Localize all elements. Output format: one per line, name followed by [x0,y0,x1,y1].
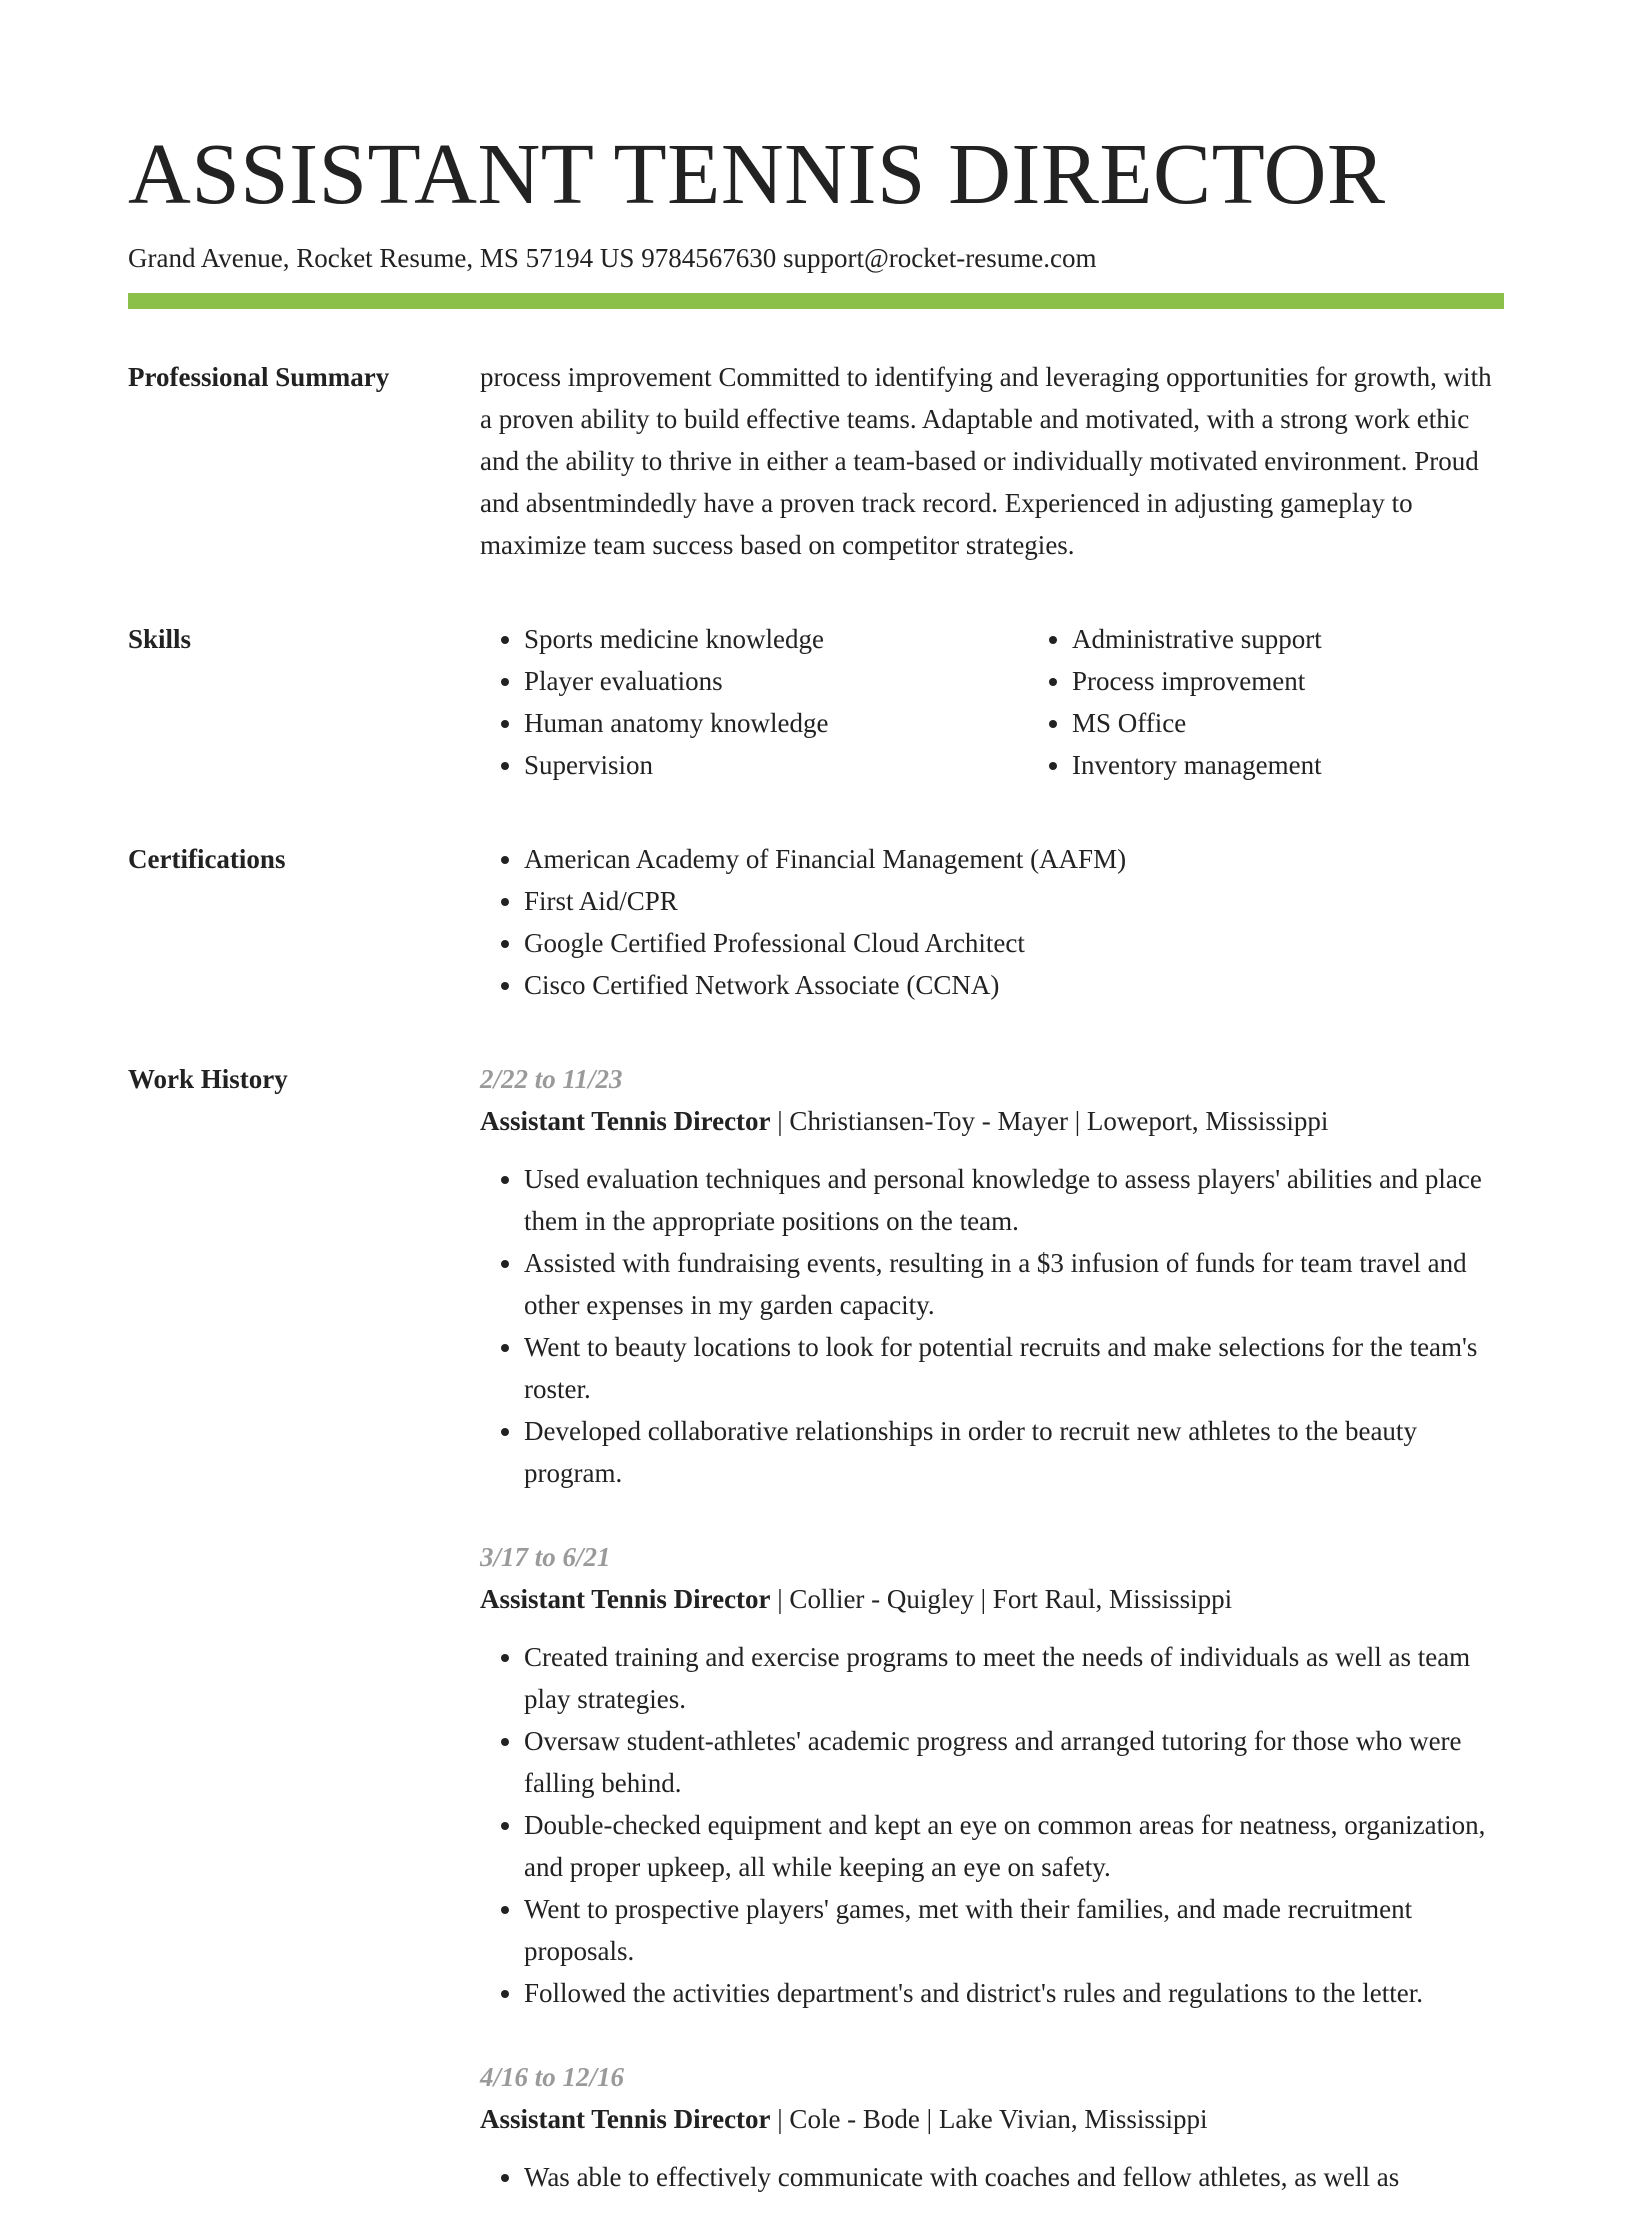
skills-section [128,618,1504,786]
job-bullets [480,1636,1504,2014]
job-bullet: • Went to prospective players' games, met with their families, and made recruitment proposals. [524,1888,1504,1972]
job-heading [480,1100,1504,1142]
section-label-work-history: Work History [128,1064,288,1095]
job-bullets [480,2156,1504,2198]
skills-column-2 [1028,618,1322,786]
summary-text: process improvement Committed to identifying and leveraging opportunities for growth, with a proven ability to build effective teams. Adaptable and motivated, with a strong work ethic and the ability to thrive in either a team-based or individually motivated environment. Proud and absentmindedly have a proven track record. Experienced in adjusting gameplay to maximize team success based on competitor strategies. [480,362,1492,561]
job-bullet: • Was able to effectively communicate with coaches and fellow athletes, as well as [524,2156,1504,2198]
job-details: | Cole - Bode | Lake Vivian, Mississippi [770,2104,1208,2135]
job-bullet: • Assisted with fundraising events, resulting in a $3 infusion of funds for team travel and other expenses in my garden capacity. [524,1242,1504,1326]
certification-item: • Cisco Certified Network Associate (CCNA) [524,964,1504,1006]
job-bullet: • Followed the activities department's and district's rules and regulations to the letter. [524,1972,1504,2014]
job-details: | Christiansen-Toy - Mayer | Loweport, Mississippi [770,1106,1329,1137]
job-dates: 4/16 to 12/16 [480,2062,625,2093]
work-history-section [128,1058,1504,2240]
job-bullet: • Went to beauty locations to look for potential recruits and make selections for the team's roster. [524,1326,1504,1410]
job-title: Assistant Tennis Director [480,1106,771,1137]
skill-item: • Sports medicine knowledge [524,618,1028,660]
job-entry [480,2056,1504,2198]
contact-line: Grand Avenue, Rocket Resume, MS 57194 US 9784567630 support@rocket-resume.com [128,243,1097,273]
section-label-summary: Professional Summary [128,362,390,393]
summary-section [128,356,1504,566]
job-dates: 3/17 to 6/21 [480,1542,611,1573]
skills-grid [480,618,1504,786]
skill-item: • Supervision [524,744,1028,786]
certifications-list [480,838,1504,1006]
resume-title: ASSISTANT TENNIS DIRECTOR [128,125,1386,222]
skills-column-1 [480,618,1028,786]
skill-item: • Inventory management [1072,744,1322,786]
accent-divider [128,293,1504,309]
job-bullets [480,1158,1504,1494]
skill-item: • Human anatomy knowledge [524,702,1028,744]
certifications-list-wrap [480,838,1504,1006]
skill-item: • Administrative support [1072,618,1322,660]
skill-item: • Process improvement [1072,660,1322,702]
job-bullet: • Developed collaborative relationships in order to recruit new athletes to the beauty program. [524,1410,1504,1494]
job-bullet: • Created training and exercise programs to meet the needs of individuals as well as team play strategies. [524,1636,1504,1720]
job-heading [480,2098,1504,2140]
section-label-certifications: Certifications [128,844,286,875]
job-title: Assistant Tennis Director [480,2104,771,2135]
job-bullet: • Used evaluation techniques and personal knowledge to assess players' abilities and place them in the appropriate positions on the team. [524,1158,1504,1242]
certification-item: • Google Certified Professional Cloud Architect [524,922,1504,964]
job-dates: 2/22 to 11/23 [480,1064,623,1095]
skill-item: • Player evaluations [524,660,1028,702]
certification-item: • First Aid/CPR [524,880,1504,922]
resume-page [128,118,1504,2240]
job-entry [480,1058,1504,1494]
job-title: Assistant Tennis Director [480,1584,771,1615]
job-details: | Collier - Quigley | Fort Raul, Mississippi [770,1584,1233,1615]
certifications-section [128,838,1504,1006]
skill-item: • MS Office [1072,702,1322,744]
job-bullet: • Double-checked equipment and kept an eye on common areas for neatness, organization, and proper upkeep, all while keeping an eye on safety. [524,1804,1504,1888]
job-bullet: • Oversaw student-athletes' academic progress and arranged tutoring for those who were falling behind. [524,1720,1504,1804]
section-label-skills: Skills [128,624,192,655]
job-heading [480,1578,1504,1620]
job-entry [480,1536,1504,2014]
work-history-content [480,1058,1504,2240]
certification-item: • American Academy of Financial Management (AAFM) [524,838,1504,880]
